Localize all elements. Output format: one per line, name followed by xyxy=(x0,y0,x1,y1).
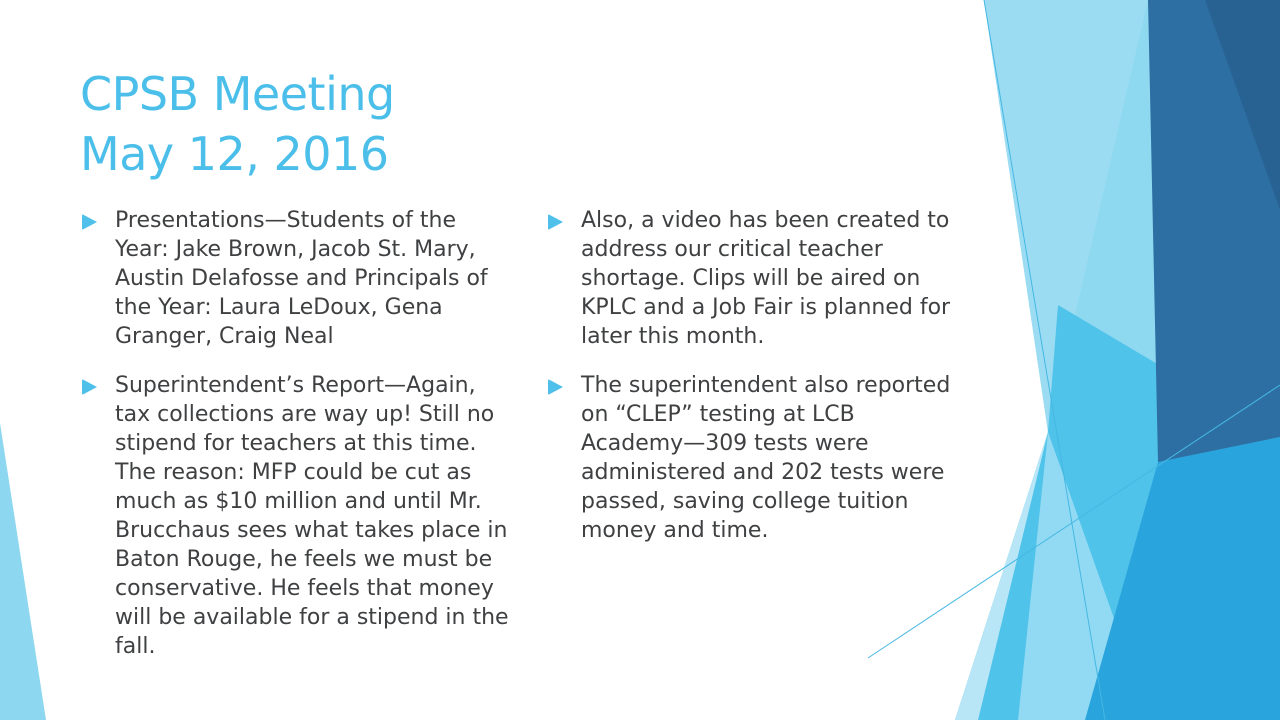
title-line-2: May 12, 2016 xyxy=(80,127,389,181)
bullet-text: Also, a video has been created to address our critical teacher shortage. Clips will be aired on KPLC and a Job Fair is planned for later this month. xyxy=(581,208,951,349)
bullet-column-right xyxy=(548,206,966,565)
bullet-item xyxy=(548,371,966,545)
bullet-triangle-icon xyxy=(548,214,563,230)
title-line-1: CPSB Meeting xyxy=(80,67,395,121)
bullet-item xyxy=(548,206,966,351)
facet-left-wedge xyxy=(0,423,46,720)
bullet-item xyxy=(82,206,518,351)
bullet-text: Presentations—Students of the Year: Jake Brown, Jacob St. Mary, Austin Delafosse and Principals of the Year: Laura LeDoux, Gena Granger, Craig Neal xyxy=(115,208,488,349)
bullet-column-left xyxy=(82,206,518,681)
bullet-triangle-icon xyxy=(548,379,563,395)
bullet-triangle-icon xyxy=(82,379,97,395)
slide-title xyxy=(80,64,395,184)
bullet-text: Superintendent’s Report—Again, tax collections are way up! Still no stipend for teachers at this time. The reason: MFP could be cut as much as $10 million and until Mr. Brucchaus sees what takes place in Baton Rouge, he feels we must be conservative. He feels that money will be available for a stipend in the fall. xyxy=(115,373,509,659)
bullet-text: The superintendent also reported on “CLEP” testing at LCB Academy—309 tests were administered and 202 tests were passed, saving college tuition money and time. xyxy=(581,373,951,543)
bullet-item xyxy=(82,371,518,661)
bullet-triangle-icon xyxy=(82,214,97,230)
